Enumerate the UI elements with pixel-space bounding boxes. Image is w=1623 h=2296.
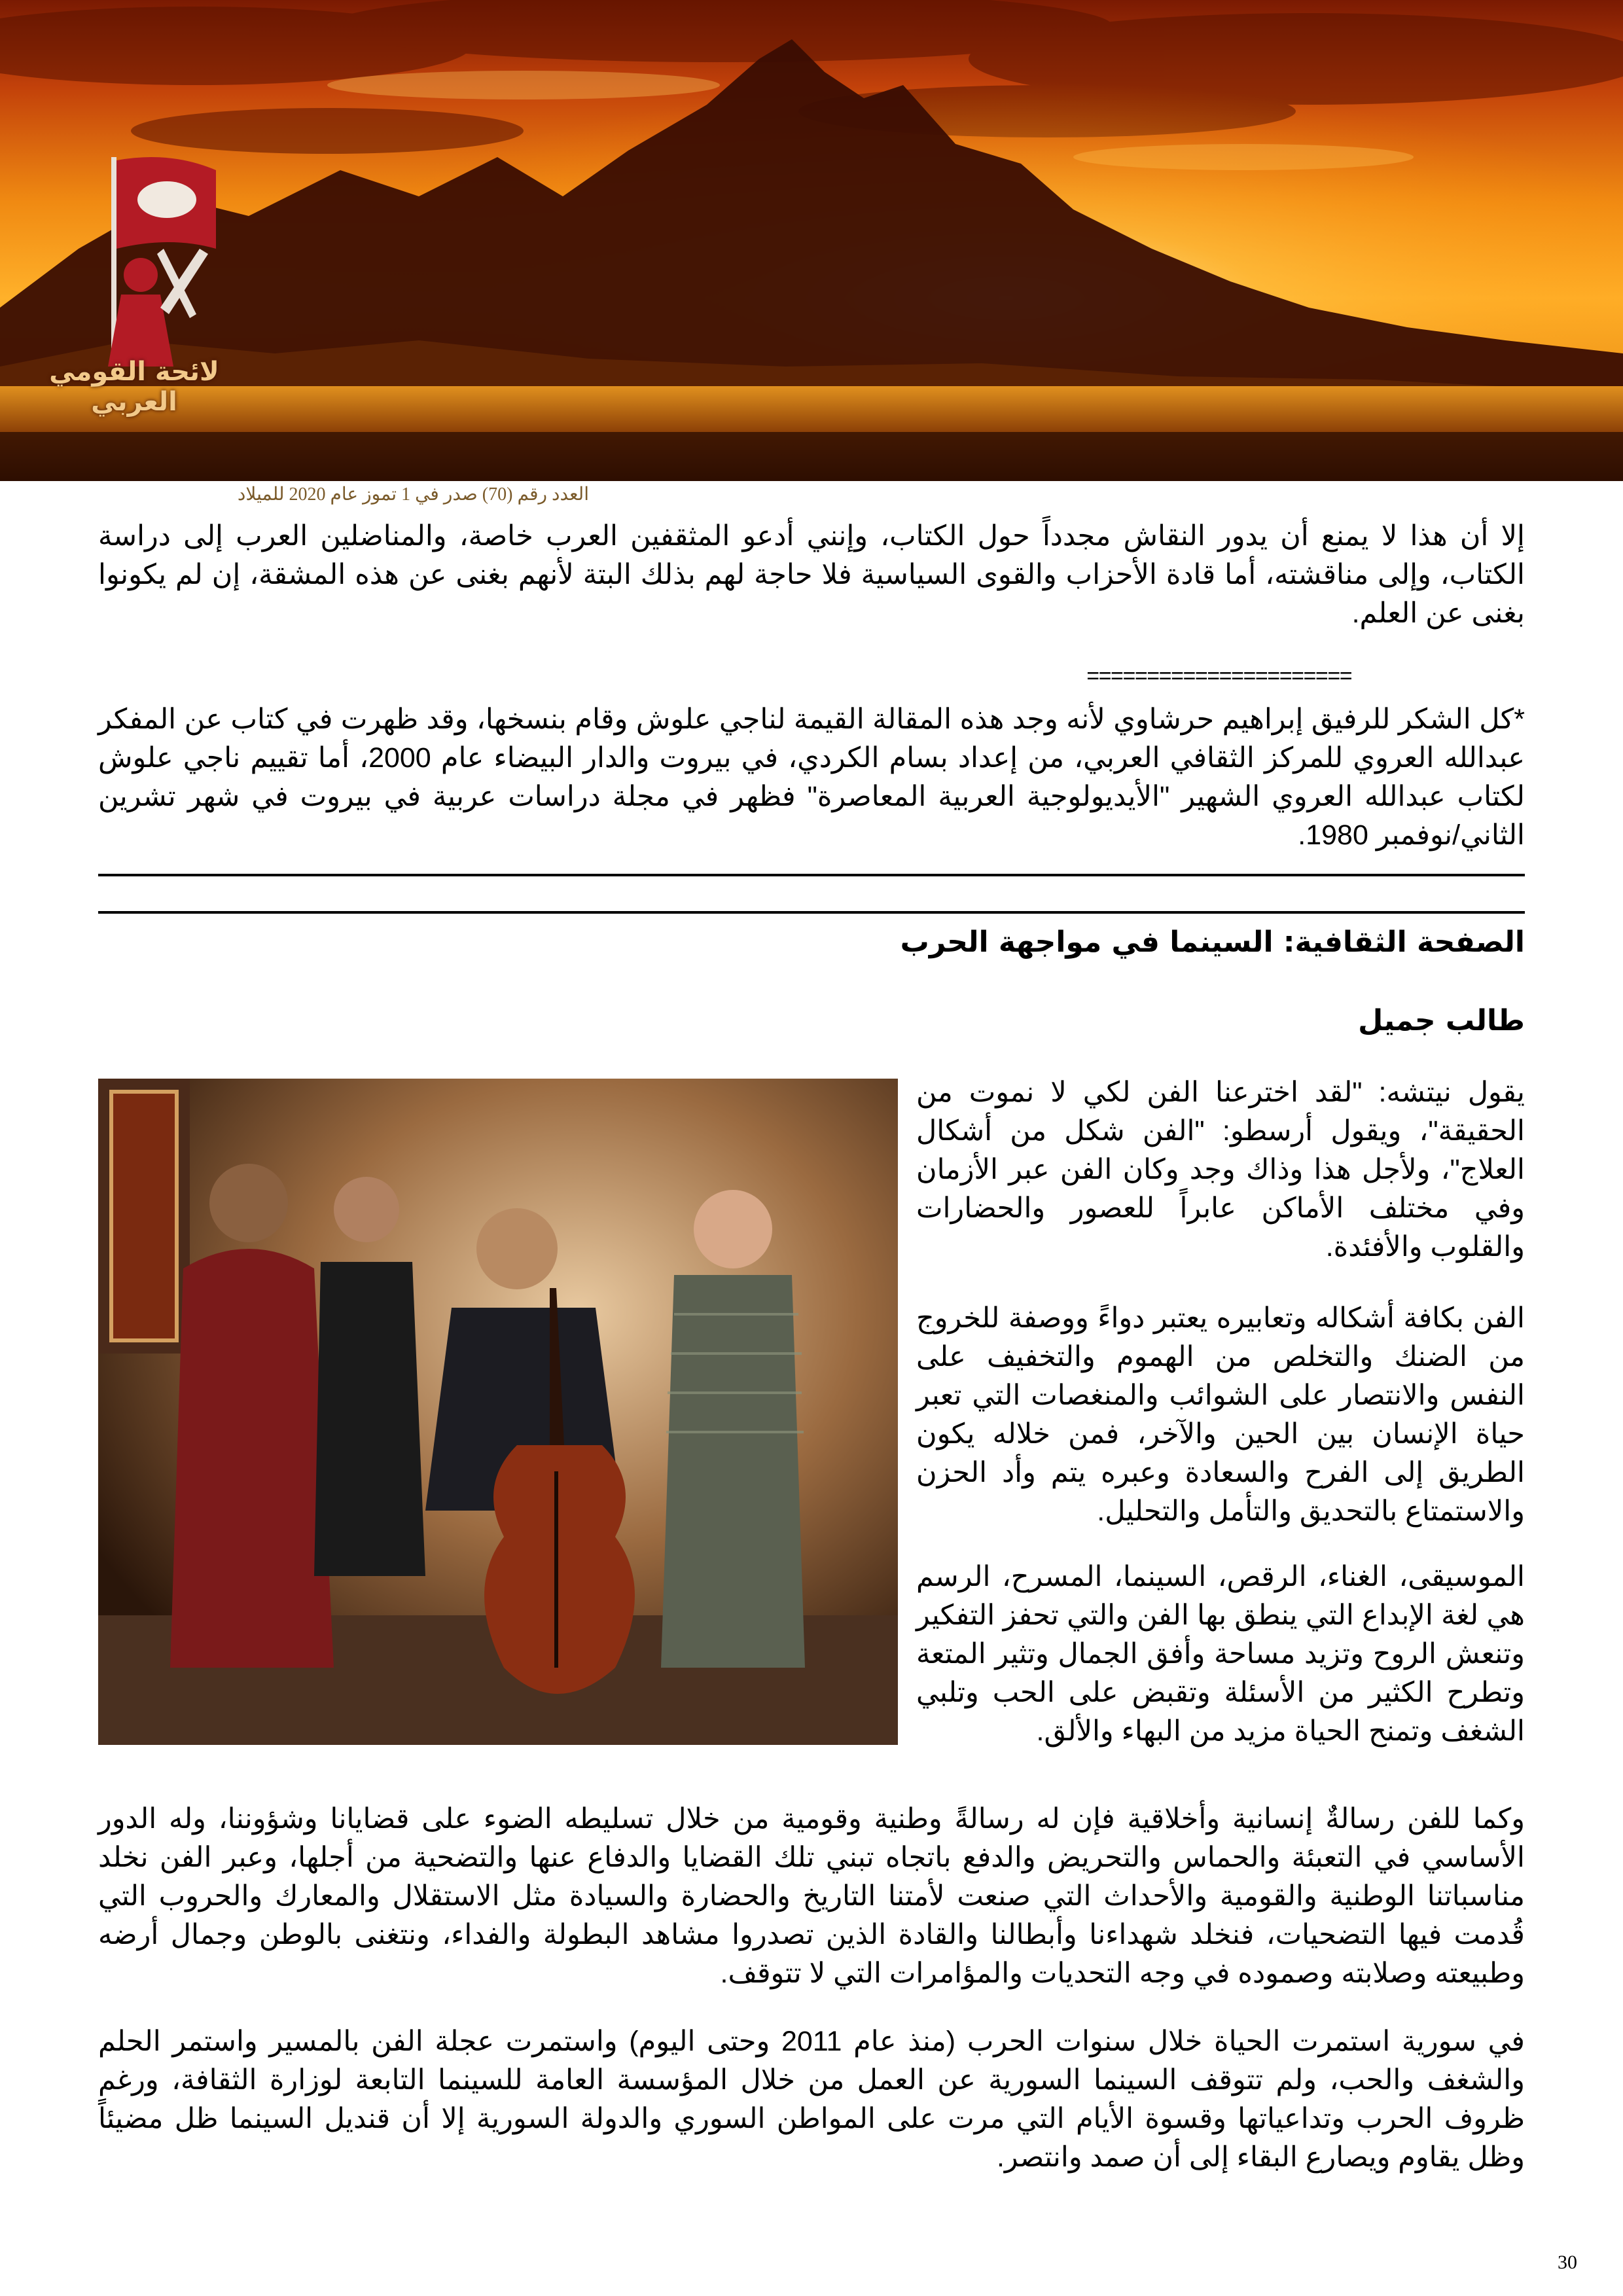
article-photo bbox=[98, 1079, 898, 1745]
article-title: الصفحة الثقافية: السينما في مواجهة الحرب bbox=[900, 925, 1525, 959]
issue-line: العدد رقم (70) صدر في 1 تموز عام 2020 للميلاد bbox=[237, 484, 589, 505]
musicians-photo bbox=[98, 1079, 898, 1745]
column-paragraph-3: الموسيقى، الغناء، الرقص، السينما، المسرح، الرسم هي لغة الإبداع التي ينطق بها الفن والتي تحفز التفكير وتنعش الروح وتزيد مساحة وأفق الجمال وتثير المتعة وتطرح الكثير من الأسئلة وتقبض على الحب وتلبي الشغف وتمنح الحياة مزيد من البهاء والألق. bbox=[916, 1561, 1525, 1747]
intro-paragraph: إلا أن هذا لا يمنع أن يدور النقاش مجدداً حول الكتاب، وإنني أدعو المثقفين العرب خاصة، والمناضلين العرب إلى دراسة الكتاب، وإلى مناقشته، أما قادة الأحزاب والقوى السياسية فلا حاجة لهم بذلك البتة لأنهم بغنى عن هذه المشقة، إن لم يكونوا بغنى عن العلم. bbox=[98, 520, 1525, 629]
article-paragraph-4: وكما للفن رسالةٌ إنسانية وأخلاقية فإن له رسالةً وطنية وقومية من خلال تسليطه الضوء على قضايانا وشؤوننا، وله الدور الأساسي في التعبئة والحماس والتحريض والدفع باتجاه تبني تلك القضايا والدفاع عنها والتضحية من أجلها، وعبر الفن نخلد مناسباتنا الوطنية والقومية والأحداث التي صنعت لأمتنا التاريخ والحضارة والسيادة مثل الاستقلال والمعارك والحروب التي قُدمت فيها التضحيات، فنخلد شهداءنا وأبطالنا والقادة الذين تصدروا مشاهد البطولة والفداء، ونتغنى بالوطن وجمال أرضه وطبيعته وصلابته وصموده في وجه التحديات والمؤامرات التي لا تتوقف. bbox=[98, 1803, 1525, 1989]
article-author: طالب جميل bbox=[1358, 1004, 1525, 1037]
header-banner bbox=[0, 0, 1623, 481]
separator-line: ====================== bbox=[1086, 666, 1351, 690]
divider-rule-1 bbox=[98, 874, 1525, 876]
column-paragraph-1: يقول نيتشه: "لقد اخترعنا الفن لكي لا نموت من الحقيقة"، ويقول أرسطو: "الفن شكل من أشكال العلاج"، ولأجل هذا وذاك وجد وكان الفن عبر الأزمان وفي مختلف الأماكن عابراً للعصور والحضارات والقلوب والأفئدة. bbox=[916, 1077, 1525, 1263]
article-paragraph-5: في سورية استمرت الحياة خلال سنوات الحرب (منذ عام 2011 وحتى اليوم) واستمرت عجلة الفن بالمسير واستمر الحلم والشغف والحب، ولم تتوقف السينما السورية عن العمل من خلال المؤسسة العامة للسينما التابعة لوزارة الثقافة، ورغم ظروف الحرب وتداعياتها وقسوة الأيام التي مرت على المواطن السوري والدولة السورية إلا أن قنديل السينما ظل مضيئاً وظل يقاوم ويصارع البقاء إلى أن صمد وانتصر. bbox=[98, 2026, 1525, 2173]
divider-rule-2 bbox=[98, 911, 1525, 914]
column-paragraph-2: الفن بكافة أشكاله وتعابيره يعتبر دواءً ووصفة للخروج من الضنك والتخلص من الهموم والتخفيف على النفس والانتصار على الشوائب والمنغصات التي تعبر حياة الإنسان بين الحين والآخر، فمن خلاله يكون الطريق إلى الفرح والسعادة وعبره يتم وأد الحزن والاستمتاع بالتحديق والتأمل والتحليل. bbox=[916, 1302, 1525, 1527]
page-number: 30 bbox=[1558, 2251, 1577, 2273]
logo-text: لائحة القومي العربي bbox=[49, 357, 219, 417]
sunset-mountains-image bbox=[0, 0, 1623, 481]
footnote-paragraph: *كل الشكر للرفيق إبراهيم حرشاوي لأنه وجد هذه المقالة القيمة لناجي علوش وقام بنسخها، وقد ظهرت في كتاب عن المفكر عبدالله العروي للمركز الثقافي العربي، من إعداد بسام الكردي، في بيروت والدار البيضاء عام 2000، أما تقييم ناجي علوش لكتاب عبدالله العروي الشهير "الأيديولوجية العربية المعاصرة" فظهر في مجلة دراسات عربية في بيروت في شهر تشرين الثاني/نوفمبر 1980. bbox=[98, 704, 1525, 851]
